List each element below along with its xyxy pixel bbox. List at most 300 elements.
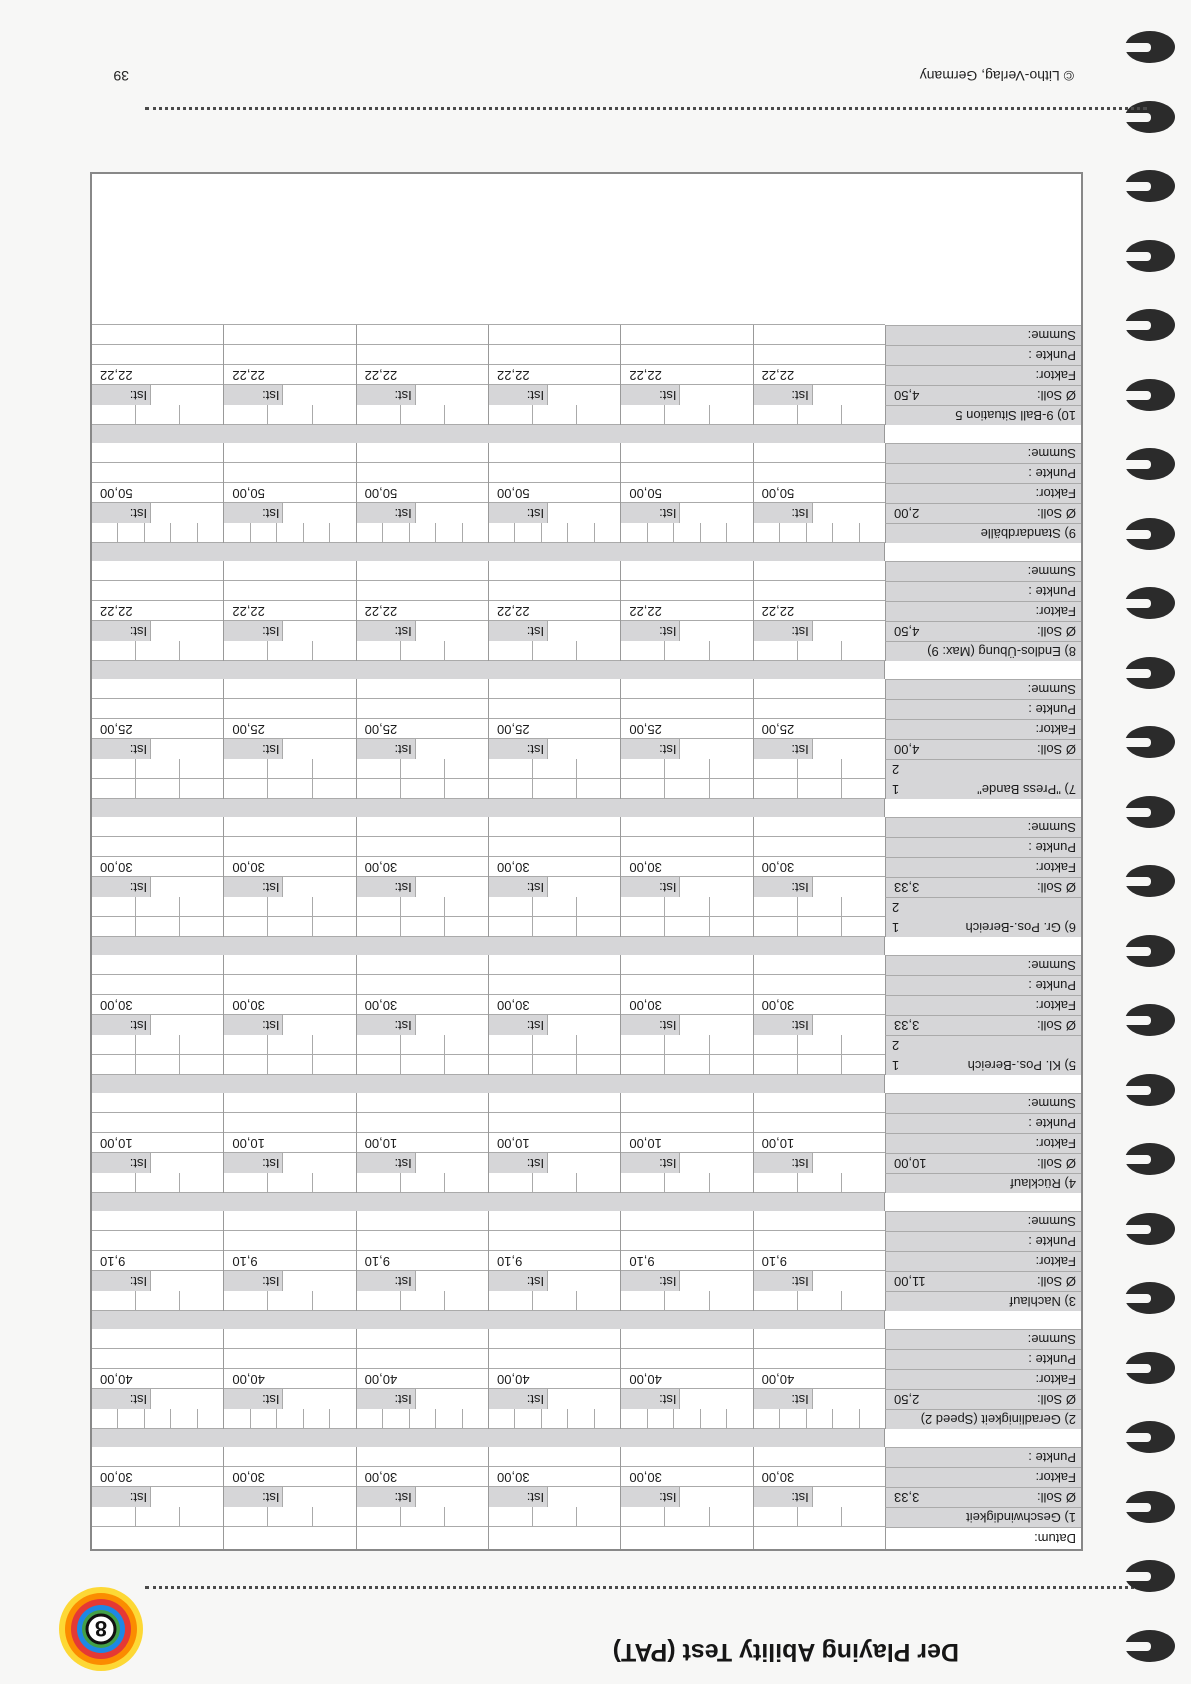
faktor-value <box>620 601 752 621</box>
ist-field[interactable] <box>223 503 355 523</box>
faktor-number: 30,00 <box>100 860 133 875</box>
summe-field[interactable] <box>620 561 752 581</box>
punkte-field[interactable] <box>620 345 752 365</box>
summe-field[interactable] <box>92 679 223 699</box>
ist-field[interactable] <box>488 1015 620 1035</box>
punkte-field[interactable] <box>92 1447 223 1467</box>
summe-field[interactable] <box>753 1211 885 1231</box>
faktor-value <box>223 483 355 503</box>
attempt-boxes[interactable] <box>488 1173 620 1193</box>
punkte-field[interactable] <box>488 699 620 719</box>
punkte-field[interactable] <box>488 581 620 601</box>
ist-row <box>92 1486 885 1507</box>
ist-field[interactable] <box>620 1271 752 1291</box>
attempt-boxes[interactable] <box>223 641 355 661</box>
ist-field[interactable] <box>92 1015 223 1035</box>
punkte-field[interactable] <box>753 837 885 857</box>
punkte-field[interactable] <box>620 1349 752 1369</box>
summe-field[interactable] <box>92 1329 223 1349</box>
ist-field[interactable] <box>620 503 752 523</box>
ist-field[interactable] <box>620 621 752 641</box>
attempt-boxes[interactable] <box>488 1055 620 1075</box>
punkte-field[interactable] <box>223 837 355 857</box>
punkte-field[interactable] <box>488 1231 620 1251</box>
summe-field[interactable] <box>356 1211 488 1231</box>
ist-label: Ist: <box>791 1490 809 1505</box>
ist-field[interactable] <box>356 739 488 759</box>
punkte-field[interactable] <box>223 581 355 601</box>
faktor-value <box>92 995 223 1015</box>
attempt-boxes[interactable] <box>753 1173 885 1193</box>
summe-field[interactable] <box>753 955 885 975</box>
attempt-boxes[interactable] <box>620 779 752 799</box>
attempt-boxes[interactable] <box>356 523 488 543</box>
summe-field[interactable] <box>223 1329 355 1349</box>
attempt-boxes[interactable] <box>620 405 752 425</box>
attempt-boxes[interactable] <box>356 759 488 779</box>
summe-label <box>885 1329 1081 1349</box>
attempt-boxes[interactable] <box>223 405 355 425</box>
summe-field[interactable] <box>488 1211 620 1231</box>
summe-label <box>885 561 1081 581</box>
ist-field[interactable] <box>488 1487 620 1507</box>
ist-field[interactable] <box>356 385 488 405</box>
summe-field[interactable] <box>620 1329 752 1349</box>
date-field[interactable] <box>223 1527 355 1549</box>
attempt-boxes[interactable] <box>488 641 620 661</box>
attempt-boxes[interactable] <box>620 1055 752 1075</box>
soll-value: 11,00 <box>894 1274 926 1289</box>
punkte-field[interactable] <box>620 463 752 483</box>
logo-number: 8 <box>94 1616 108 1641</box>
punkte-field[interactable] <box>92 1113 223 1133</box>
attempt-boxes[interactable] <box>753 917 885 937</box>
summe-field[interactable] <box>620 679 752 699</box>
attempt-boxes[interactable] <box>620 1507 752 1527</box>
punkte-field[interactable] <box>356 1113 488 1133</box>
attempt-boxes[interactable] <box>223 1507 355 1527</box>
punkte-field[interactable] <box>488 1113 620 1133</box>
ist-field[interactable] <box>356 621 488 641</box>
summe-field[interactable] <box>620 817 752 837</box>
ist-field[interactable] <box>488 385 620 405</box>
punkte-field[interactable] <box>753 1113 885 1133</box>
ist-field[interactable] <box>92 1271 223 1291</box>
attempt-boxes[interactable] <box>92 405 223 425</box>
ist-label: Ist: <box>659 742 677 757</box>
attempt-boxes[interactable] <box>223 1291 355 1311</box>
punkte-field[interactable] <box>620 581 752 601</box>
summe-field[interactable] <box>223 1093 355 1113</box>
summe-field[interactable] <box>753 325 885 345</box>
punkte-field[interactable] <box>753 1349 885 1369</box>
ist-label: Ist: <box>262 880 280 895</box>
summe-field[interactable] <box>92 325 223 345</box>
punkte-field[interactable] <box>753 699 885 719</box>
attempt-boxes[interactable] <box>92 1035 223 1055</box>
attempt-boxes[interactable] <box>753 641 885 661</box>
attempt-boxes[interactable] <box>223 1035 355 1055</box>
attempt-boxes[interactable] <box>753 759 885 779</box>
punkte-field[interactable] <box>620 1447 752 1467</box>
ist-field[interactable] <box>356 503 488 523</box>
ist-field[interactable] <box>620 739 752 759</box>
summe-field[interactable] <box>488 1329 620 1349</box>
summe-field[interactable] <box>92 443 223 463</box>
attempt-boxes[interactable] <box>223 759 355 779</box>
attempt-boxes[interactable] <box>620 1409 752 1429</box>
ist-field[interactable] <box>488 621 620 641</box>
section-title-text: 4) Rücklauf <box>1010 1176 1076 1191</box>
attempt-boxes[interactable] <box>92 1291 223 1311</box>
attempt-boxes[interactable] <box>356 1507 488 1527</box>
summe-field[interactable] <box>92 955 223 975</box>
ist-label: Ist: <box>791 880 809 895</box>
attempt-boxes[interactable] <box>488 1507 620 1527</box>
faktor-number: 10,00 <box>761 1136 795 1151</box>
summe-field[interactable] <box>620 325 752 345</box>
attempt-boxes[interactable] <box>92 641 223 661</box>
punkte-field[interactable] <box>356 1231 488 1251</box>
punkte-field[interactable] <box>620 699 752 719</box>
summe-field[interactable] <box>753 817 885 837</box>
attempt-boxes[interactable] <box>753 779 885 799</box>
attempt-boxes[interactable] <box>356 779 488 799</box>
ist-field[interactable] <box>223 877 355 897</box>
attempt-boxes[interactable] <box>753 1409 885 1429</box>
punkte-field[interactable] <box>356 1349 488 1369</box>
punkte-field[interactable] <box>620 975 752 995</box>
punkte-field[interactable] <box>753 1447 885 1467</box>
attempt-boxes[interactable] <box>92 779 223 799</box>
attempt-boxes[interactable] <box>620 1291 752 1311</box>
ist-label: Ist: <box>526 1156 545 1171</box>
attempt-boxes[interactable] <box>92 897 223 917</box>
ist-field[interactable] <box>92 1153 223 1173</box>
attempt-boxes[interactable] <box>223 1055 355 1075</box>
date-field[interactable] <box>620 1527 752 1549</box>
attempt-boxes[interactable] <box>92 1409 223 1429</box>
summe-field[interactable] <box>356 561 488 581</box>
ist-field[interactable] <box>356 1271 488 1291</box>
summe-field[interactable] <box>356 325 488 345</box>
attempt-boxes[interactable] <box>753 1507 885 1527</box>
attempt-boxes[interactable] <box>620 523 752 543</box>
attempt-boxes[interactable] <box>356 897 488 917</box>
attempt-boxes[interactable] <box>92 759 223 779</box>
attempt-boxes[interactable] <box>753 1291 885 1311</box>
ist-field[interactable] <box>223 739 355 759</box>
ist-field[interactable] <box>356 1487 488 1507</box>
summe-field[interactable] <box>92 1093 223 1113</box>
attempt-boxes[interactable] <box>488 523 620 543</box>
summe-field[interactable] <box>223 1211 355 1231</box>
ist-field[interactable] <box>92 621 223 641</box>
faktor-number: 50,00 <box>364 486 398 501</box>
summe-field[interactable] <box>223 679 355 699</box>
attempt-boxes[interactable] <box>620 759 752 779</box>
attempt-boxes[interactable] <box>488 1409 620 1429</box>
faktor-number: 30,00 <box>364 998 398 1013</box>
attempt-boxes[interactable] <box>92 1173 223 1193</box>
punkte-field[interactable] <box>356 345 488 365</box>
punkte-field[interactable] <box>753 345 885 365</box>
punkte-field[interactable] <box>753 463 885 483</box>
summe-field[interactable] <box>620 1093 752 1113</box>
attempt-boxes[interactable] <box>488 759 620 779</box>
summe-field[interactable] <box>223 817 355 837</box>
punkte-field[interactable] <box>356 975 488 995</box>
attempt-boxes[interactable] <box>753 897 885 917</box>
binding-ring <box>1125 171 1175 203</box>
punkte-field[interactable] <box>92 345 223 365</box>
ist-field[interactable] <box>753 621 885 641</box>
punkte-field[interactable] <box>223 1231 355 1251</box>
ist-field[interactable] <box>620 385 752 405</box>
attempt-boxes[interactable] <box>488 779 620 799</box>
ist-field[interactable] <box>488 503 620 523</box>
attempt-boxes[interactable] <box>753 405 885 425</box>
ist-label: Ist: <box>526 388 545 403</box>
ist-field[interactable] <box>223 621 355 641</box>
punkte-field[interactable] <box>488 463 620 483</box>
punkte-field[interactable] <box>620 1231 752 1251</box>
ist-field[interactable] <box>223 1389 355 1409</box>
ist-field[interactable] <box>753 1015 885 1035</box>
attempt-row <box>92 1054 885 1075</box>
summe-field[interactable] <box>223 561 355 581</box>
summe-field[interactable] <box>488 325 620 345</box>
ist-field[interactable] <box>92 1487 223 1507</box>
faktor-value <box>753 365 885 385</box>
summe-field[interactable] <box>753 1329 885 1349</box>
separator-label-space <box>884 1075 1081 1093</box>
attempt-boxes[interactable] <box>356 1291 488 1311</box>
summe-field[interactable] <box>488 817 620 837</box>
punkte-field[interactable] <box>488 345 620 365</box>
ist-field[interactable] <box>488 1153 620 1173</box>
summe-field[interactable] <box>488 443 620 463</box>
attempt-boxes[interactable] <box>488 1291 620 1311</box>
summe-field[interactable] <box>620 955 752 975</box>
attempt-boxes[interactable] <box>620 1173 752 1193</box>
attempt-boxes[interactable] <box>356 641 488 661</box>
attempt-boxes[interactable] <box>753 1055 885 1075</box>
ist-field[interactable] <box>488 877 620 897</box>
ist-field[interactable] <box>620 877 752 897</box>
summe-field[interactable] <box>356 955 488 975</box>
summe-field[interactable] <box>488 679 620 699</box>
faktor-number: 25,00 <box>100 722 133 737</box>
ist-label: Ist: <box>791 624 809 639</box>
punkte-field[interactable] <box>92 975 223 995</box>
ist-field[interactable] <box>223 1015 355 1035</box>
attempt-boxes[interactable] <box>92 1055 223 1075</box>
attempt-boxes[interactable] <box>356 1409 488 1429</box>
attempt-boxes[interactable] <box>488 405 620 425</box>
ist-field[interactable] <box>753 385 885 405</box>
ist-field[interactable] <box>488 1389 620 1409</box>
attempt-boxes[interactable] <box>356 1173 488 1193</box>
punkte-field[interactable] <box>356 699 488 719</box>
ist-field[interactable] <box>620 1487 752 1507</box>
punkte-field[interactable] <box>488 1349 620 1369</box>
punkte-field[interactable] <box>356 837 488 857</box>
ist-field[interactable] <box>620 1015 752 1035</box>
section-separator <box>92 542 1081 561</box>
summe-field[interactable] <box>753 561 885 581</box>
attempt-boxes[interactable] <box>92 523 223 543</box>
soll-label <box>885 621 1081 641</box>
attempt-boxes[interactable] <box>753 1035 885 1055</box>
punkte-field[interactable] <box>92 1231 223 1251</box>
punkte-field[interactable] <box>488 837 620 857</box>
summe-field[interactable] <box>223 955 355 975</box>
attempt-boxes[interactable] <box>223 917 355 937</box>
attempt-boxes[interactable] <box>620 1035 752 1055</box>
summe-field[interactable] <box>223 443 355 463</box>
attempt-boxes[interactable] <box>488 1035 620 1055</box>
punkte-field[interactable] <box>92 699 223 719</box>
summe-field[interactable] <box>753 1093 885 1113</box>
attempt-boxes[interactable] <box>620 641 752 661</box>
summe-field[interactable] <box>753 443 885 463</box>
faktor-value <box>356 995 488 1015</box>
date-field[interactable] <box>488 1527 620 1549</box>
summe-field[interactable] <box>356 1093 488 1113</box>
summe-field[interactable] <box>620 1211 752 1231</box>
attempt-boxes[interactable] <box>488 897 620 917</box>
attempt-boxes[interactable] <box>356 405 488 425</box>
ist-field[interactable] <box>356 1389 488 1409</box>
ist-label: Ist: <box>262 1490 280 1505</box>
attempt-boxes[interactable] <box>223 1173 355 1193</box>
summe-field[interactable] <box>92 1211 223 1231</box>
attempt-boxes[interactable] <box>488 917 620 937</box>
summe-field[interactable] <box>356 443 488 463</box>
faktor-label-text: Faktor: <box>1035 1136 1076 1151</box>
ist-field[interactable] <box>753 503 885 523</box>
attempt-boxes[interactable] <box>356 1055 488 1075</box>
ist-field[interactable] <box>753 1389 885 1409</box>
summe-field[interactable] <box>620 443 752 463</box>
ist-field[interactable] <box>753 1487 885 1507</box>
summe-field[interactable] <box>488 561 620 581</box>
ist-field[interactable] <box>753 1153 885 1173</box>
ist-field[interactable] <box>223 1153 355 1173</box>
attempt-boxes[interactable] <box>223 523 355 543</box>
ist-field[interactable] <box>92 739 223 759</box>
punkte-field[interactable] <box>92 463 223 483</box>
punkte-field[interactable] <box>753 1231 885 1251</box>
punkte-field[interactable] <box>753 581 885 601</box>
punkte-field[interactable] <box>753 975 885 995</box>
summe-field[interactable] <box>92 561 223 581</box>
punkte-field[interactable] <box>223 1113 355 1133</box>
summe-field[interactable] <box>356 817 488 837</box>
soll-prefix: Ø Soll: <box>1036 742 1076 757</box>
ist-field[interactable] <box>92 503 223 523</box>
faktor-value <box>92 1369 223 1389</box>
punkte-field[interactable] <box>223 345 355 365</box>
punkte-field[interactable] <box>356 463 488 483</box>
faktor-value <box>620 995 752 1015</box>
ist-label: Ist: <box>129 1018 148 1033</box>
summe-label <box>885 817 1081 837</box>
attempt-boxes[interactable] <box>92 917 223 937</box>
summe-field[interactable] <box>753 679 885 699</box>
ist-field[interactable] <box>92 877 223 897</box>
date-field[interactable] <box>356 1527 488 1549</box>
ist-field[interactable] <box>753 1271 885 1291</box>
summe-field[interactable] <box>223 325 355 345</box>
punkte-field[interactable] <box>92 1349 223 1369</box>
section-title <box>885 641 1081 661</box>
ist-field[interactable] <box>223 1271 355 1291</box>
attempt-boxes[interactable] <box>753 523 885 543</box>
binding-ring <box>1125 449 1175 481</box>
punkte-field[interactable] <box>356 1447 488 1467</box>
punkte-field[interactable] <box>620 837 752 857</box>
summe-field[interactable] <box>92 817 223 837</box>
punkte-field[interactable] <box>223 463 355 483</box>
ist-field[interactable] <box>753 877 885 897</box>
punkte-field[interactable] <box>488 1447 620 1467</box>
ist-field[interactable] <box>223 385 355 405</box>
ist-field[interactable] <box>620 1153 752 1173</box>
ist-field[interactable] <box>223 1487 355 1507</box>
ist-field[interactable] <box>92 385 223 405</box>
punkte-field[interactable] <box>488 975 620 995</box>
attempt-boxes[interactable] <box>620 917 752 937</box>
date-field[interactable] <box>92 1527 223 1549</box>
punkte-field[interactable] <box>223 699 355 719</box>
attempt-boxes[interactable] <box>223 779 355 799</box>
punkte-field[interactable] <box>223 1447 355 1467</box>
summe-field[interactable] <box>356 1329 488 1349</box>
attempt-boxes[interactable] <box>92 1507 223 1527</box>
attempt-boxes[interactable] <box>356 917 488 937</box>
punkte-field[interactable] <box>620 1113 752 1133</box>
attempt-boxes[interactable] <box>223 1409 355 1429</box>
section-title <box>885 759 1081 799</box>
summe-field[interactable] <box>356 679 488 699</box>
date-field[interactable] <box>753 1527 885 1549</box>
attempt-boxes[interactable] <box>223 897 355 917</box>
ist-field[interactable] <box>753 739 885 759</box>
punkte-field[interactable] <box>356 581 488 601</box>
ist-field[interactable] <box>356 877 488 897</box>
ist-field[interactable] <box>356 1015 488 1035</box>
attempt-boxes[interactable] <box>356 1035 488 1055</box>
summe-field[interactable] <box>488 955 620 975</box>
punkte-row <box>92 344 885 365</box>
punkte-field[interactable] <box>92 581 223 601</box>
ist-field[interactable] <box>488 739 620 759</box>
ist-field[interactable] <box>356 1153 488 1173</box>
punkte-row <box>92 1112 885 1133</box>
binding-ring <box>1125 1561 1175 1593</box>
ist-field[interactable] <box>92 1389 223 1409</box>
punkte-field[interactable] <box>92 837 223 857</box>
punkte-field[interactable] <box>223 975 355 995</box>
attempt-boxes[interactable] <box>620 897 752 917</box>
faktor-row <box>92 1132 885 1153</box>
summe-field[interactable] <box>488 1093 620 1113</box>
punkte-field[interactable] <box>223 1349 355 1369</box>
ist-field[interactable] <box>488 1271 620 1291</box>
ist-field[interactable] <box>620 1389 752 1409</box>
